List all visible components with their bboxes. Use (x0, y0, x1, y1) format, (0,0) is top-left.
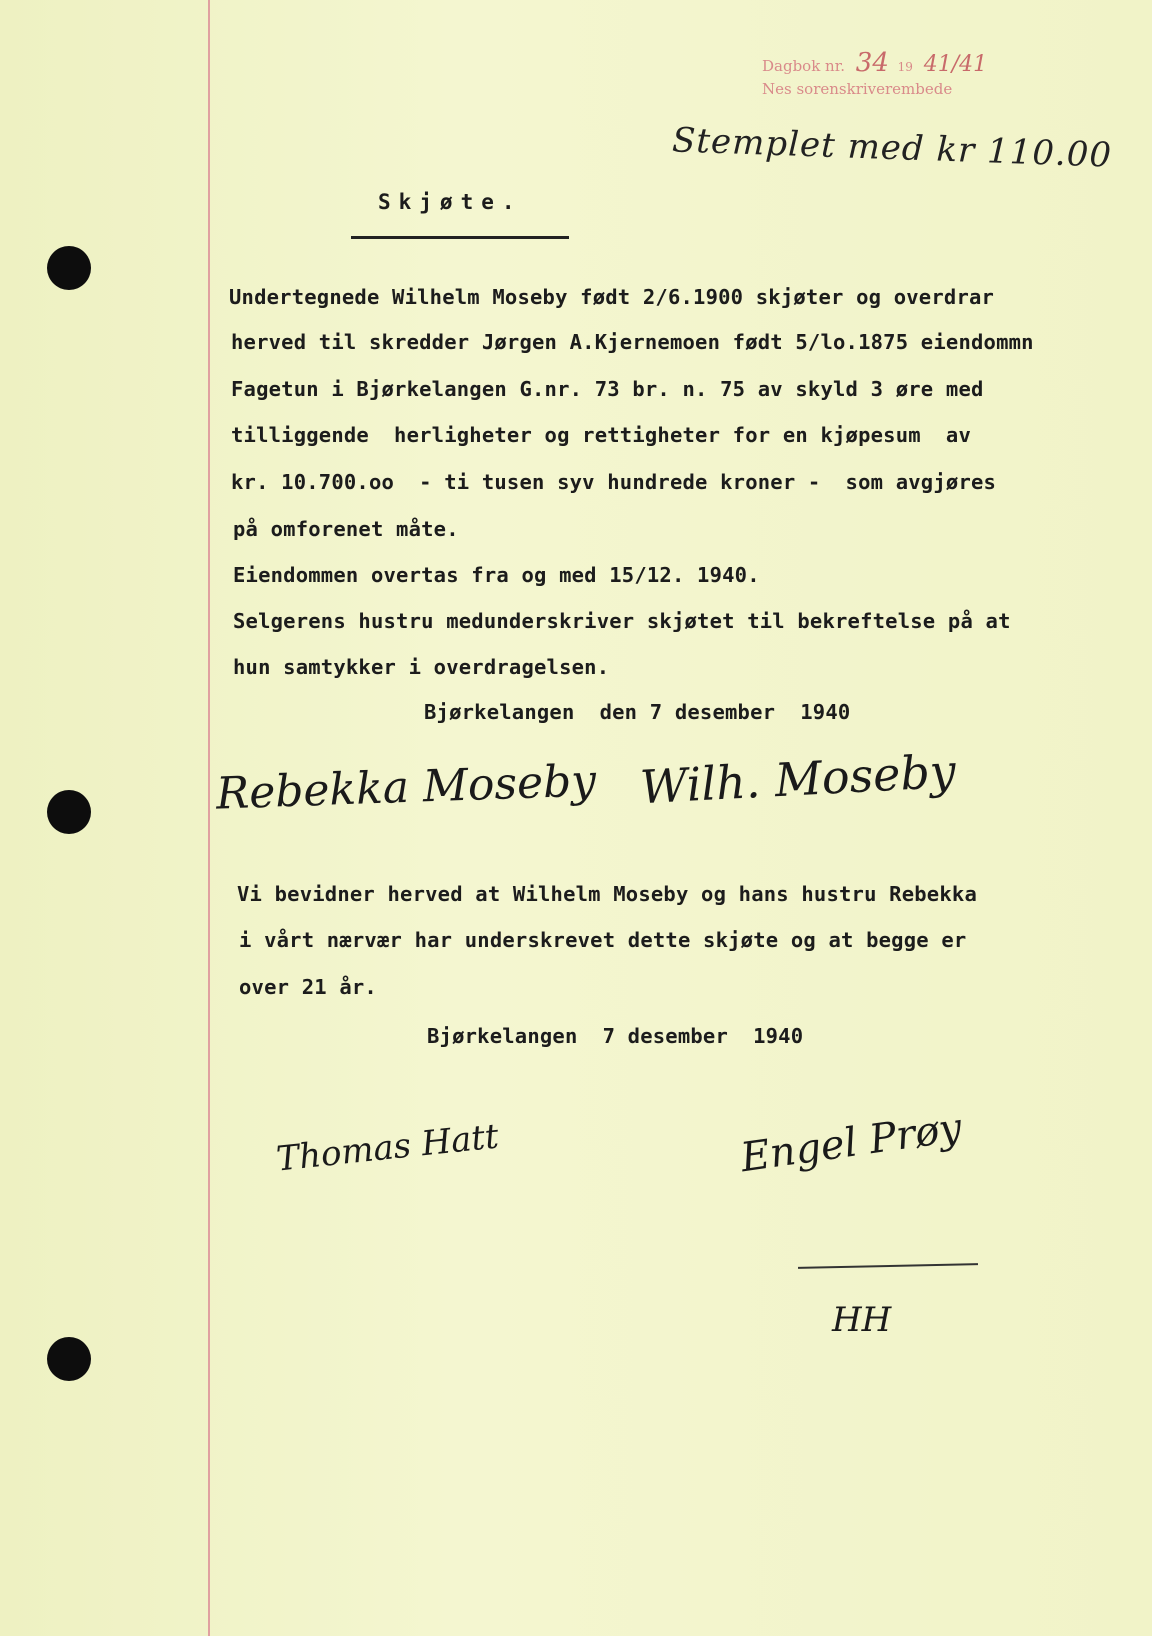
body-line: kr. 10.700.oo - ti tusen syv hundrede kroner - som avgjøres (231, 470, 997, 494)
witness-line: Vi bevidner herved at Wilhelm Moseby og hans hustru Rebekka (237, 882, 977, 906)
signature-rebekka: Rebekka Moseby (215, 755, 597, 820)
body-line: herved til skredder Jørgen A.Kjernemoen født 5/lo.1875 eiendommn (231, 330, 1034, 354)
body-line: hun samtykker i overdragelsen. (233, 655, 610, 679)
document-title: Skjøte. (378, 190, 523, 214)
signature-wilhelm: Wilh. Moseby (638, 743, 958, 815)
place-date: Bjørkelangen 7 desember 1940 (427, 1024, 804, 1048)
initials: HH (832, 1300, 892, 1340)
body-line: Selgerens hustru medunderskriver skjøtet til bekreftelse på at (233, 609, 1011, 633)
punch-hole (47, 246, 91, 290)
stamp-office: Nes sorenskriverembede (762, 80, 953, 98)
witness-signature-right: Engel Prøy (737, 1104, 965, 1182)
stamp-label: Dagbok nr. (762, 57, 846, 75)
body-line: på omforenet måte. (233, 517, 459, 541)
stamp-number: 34 (855, 48, 889, 78)
witness-line: over 21 år. (239, 975, 377, 999)
body-line: Fagetun i Bjørkelangen G.nr. 73 br. n. 75 av skyld 3 øre med (231, 377, 984, 401)
body-line: Undertegnede Wilhelm Moseby født 2/6.1900 skjøter og overdrar (229, 285, 995, 309)
stamp-year: 41/41 (923, 52, 988, 77)
margin-line (208, 0, 210, 1636)
signature-rule (798, 1263, 978, 1269)
registry-stamp (762, 48, 988, 100)
punch-hole (47, 1337, 91, 1381)
body-line: Eiendommen overtas fra og med 15/12. 1940. (233, 563, 760, 587)
punch-hole (47, 790, 91, 834)
place-date: Bjørkelangen den 7 desember 1940 (424, 700, 851, 724)
witness-signature-left: Thomas Hatt (274, 1116, 501, 1180)
body-line: tilliggende herligheter og rettigheter for en kjøpesum av (231, 423, 971, 447)
stamp-year-prefix: 19 (897, 60, 913, 74)
handwritten-note: Stemplet med kr 110.00 (671, 120, 1113, 176)
witness-line: i vårt nærvær har underskrevet dette skjøte og at begge er (239, 928, 967, 952)
title-underline (351, 236, 569, 239)
